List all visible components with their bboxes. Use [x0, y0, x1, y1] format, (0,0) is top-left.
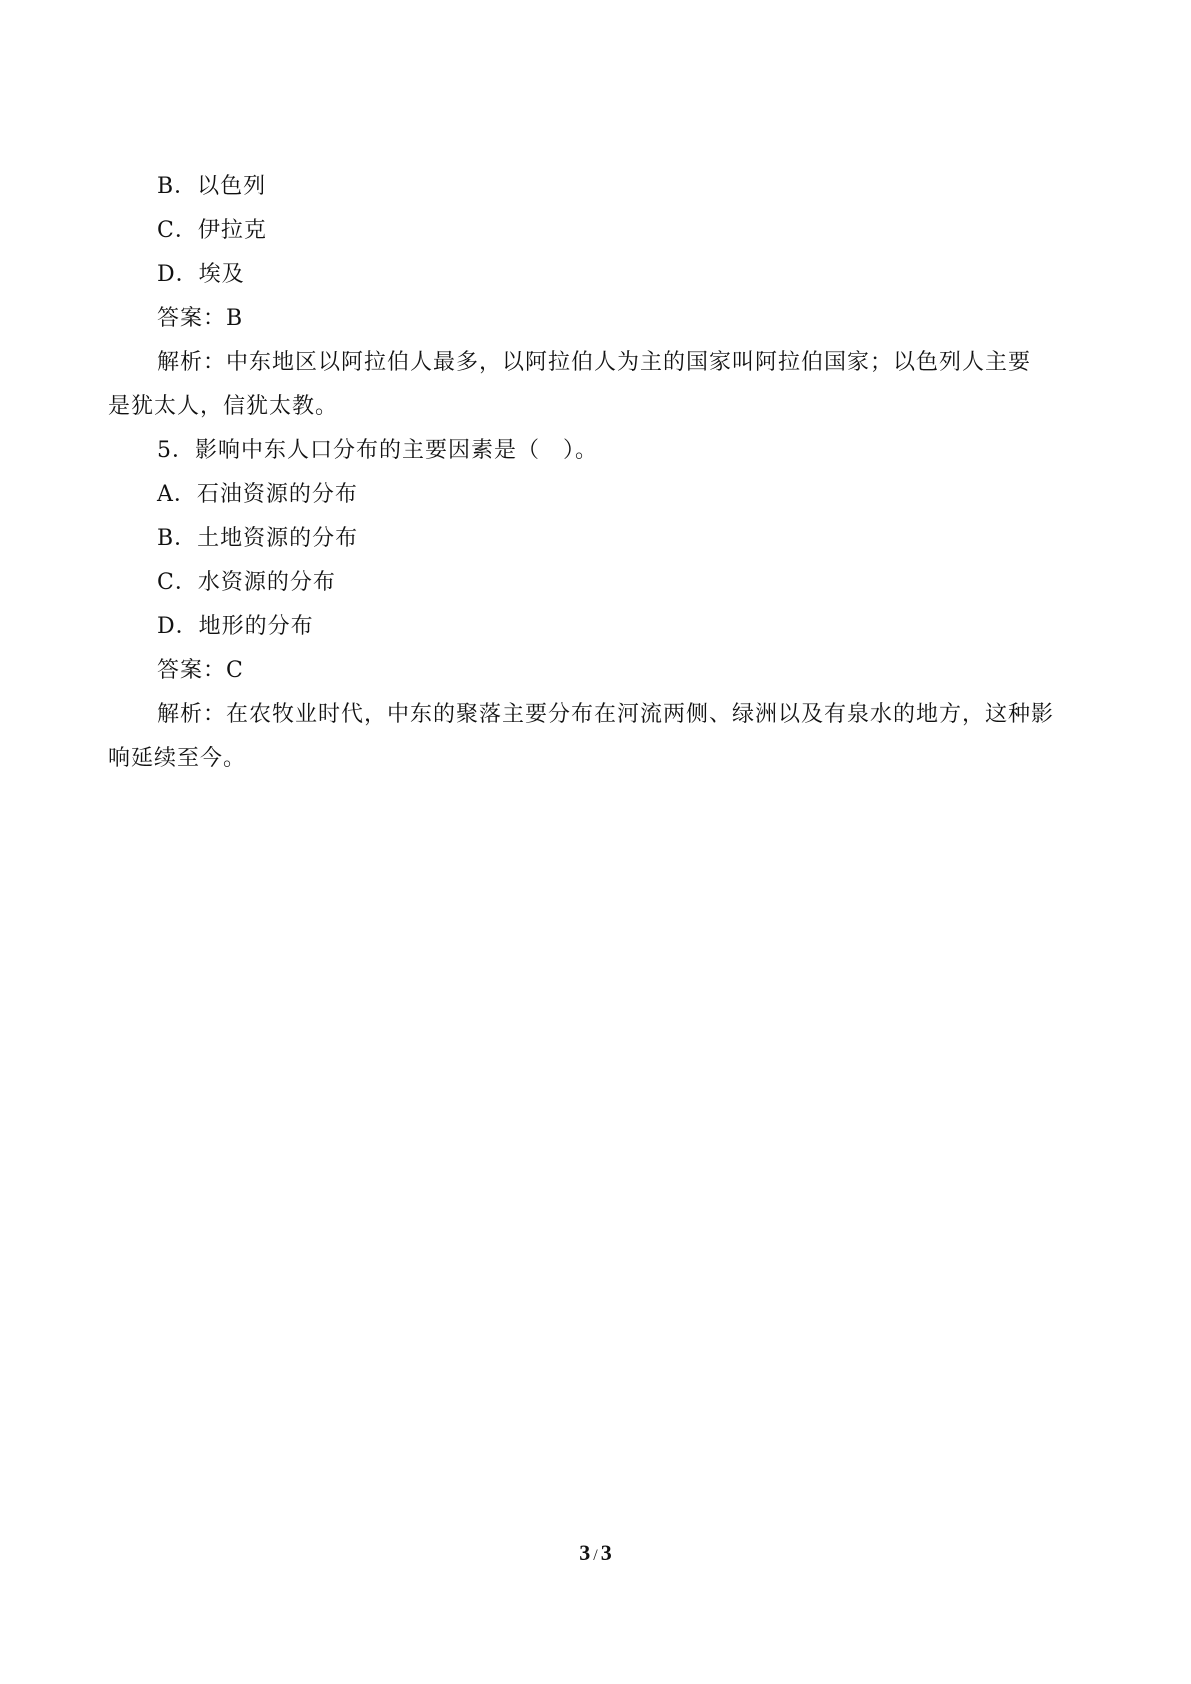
q5-option-b: B．土地资源的分布: [157, 526, 359, 551]
q5-option-a: A．石油资源的分布: [157, 482, 358, 507]
q5-option-d: D．地形的分布: [157, 614, 314, 639]
q5-answer: 答案：C: [157, 658, 244, 683]
q5-analysis: [0, 693, 1191, 781]
document-body: [0, 165, 1191, 781]
q4-analysis-line1: 解析：中东地区以阿拉伯人最多，以阿拉伯人为主的国家叫阿拉伯国家；以色列人主要: [157, 350, 1032, 375]
q5-question: 5．影响中东人口分布的主要因素是（ ）。: [157, 438, 598, 463]
page-separator: /: [593, 1547, 598, 1564]
current-page-number: 3: [579, 1540, 591, 1565]
q4-option-b: B．以色列: [157, 174, 267, 199]
q4-analysis: [0, 341, 1191, 429]
q4-answer: 答案：B: [157, 306, 244, 331]
q5-analysis-line1: 解析：在农牧业时代，中东的聚落主要分布在河流两侧、绿洲以及有泉水的地方，这种影: [157, 702, 1055, 727]
q4-option-c: C．伊拉克: [157, 218, 267, 243]
q5-option-c: C．水资源的分布: [157, 570, 336, 595]
page-number: [0, 1540, 1191, 1566]
q5-analysis-line2: 响延续至今。: [108, 746, 247, 771]
q4-option-d: D．埃及: [157, 262, 245, 287]
q4-analysis-line2: 是犹太人，信犹太教。: [108, 394, 339, 419]
total-pages-number: 3: [600, 1540, 612, 1565]
